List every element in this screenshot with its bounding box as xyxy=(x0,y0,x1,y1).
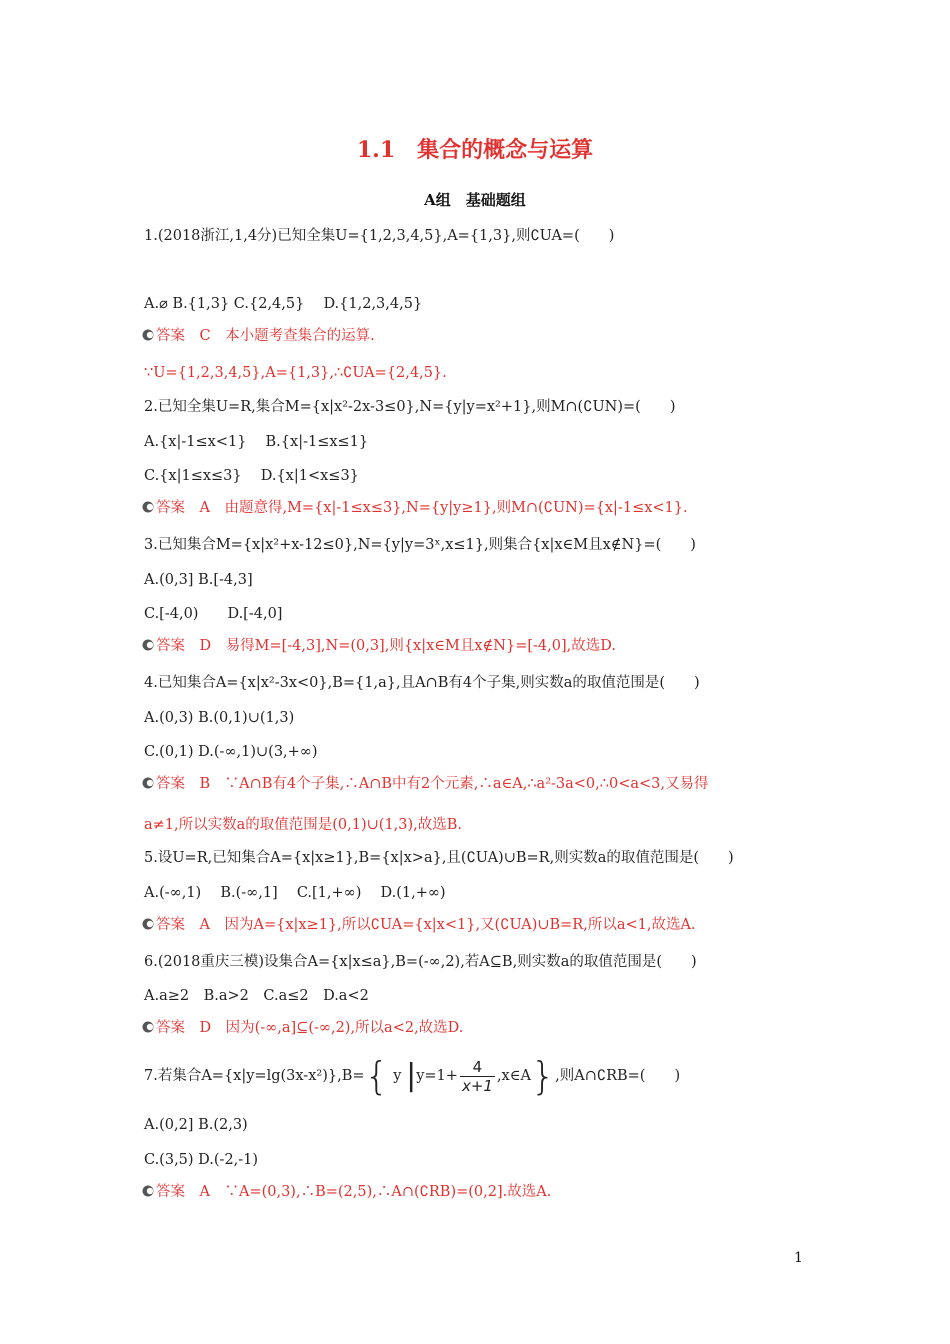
question-3-options-cd: C.[-4,0) D.[-4,0] xyxy=(144,606,283,622)
answer-text: 答案 A 由题意得,M={x|-1≤x≤3},N={y|y≥1},则M∩(∁UN)={x|-1≤x<1}. xyxy=(156,500,688,516)
answer-badge-icon xyxy=(142,916,154,928)
question-5-options: A.(-∞,1) B.(-∞,1] C.[1,+∞) D.(1,+∞) xyxy=(144,885,446,901)
question-5: 5.设U=R,已知集合A={x|x≥1},B={x|x>a},且(∁UA)∪B=R,则实数a的取值范围是( ) xyxy=(144,850,734,866)
fraction-denominator: x+1 xyxy=(461,1076,493,1095)
answer-text: 答案 D 易得M=[-4,3],N=(0,3],则{x|x∈M且x∉N}=[-4,0],故选D. xyxy=(156,638,616,654)
question-2-options-ab: A.{x|-1≤x<1} B.{x|-1≤x≤1} xyxy=(144,434,369,450)
question-4: 4.已知集合A={x|x²-3x<0},B={1,a},且A∩B有4个子集,则实数a的取值范围是( ) xyxy=(144,675,700,691)
fraction-numerator: 4 xyxy=(460,1058,495,1077)
question-1-options: A.⌀ B.{1,3} C.{2,4,5} D.{1,2,3,4,5} xyxy=(144,296,423,312)
answer-badge-icon xyxy=(142,1183,154,1195)
answer-1-detail: ∵U={1,2,3,4,5},A={1,3},∴∁UA={2,4,5}. xyxy=(144,365,447,381)
question-7-suffix: ,则A∩∁RB=( ) xyxy=(555,1068,681,1084)
answer-2 xyxy=(142,498,688,518)
question-7-options-ab: A.(0,2] B.(2,3) xyxy=(144,1117,248,1133)
set-equation-left: y=1+ xyxy=(416,1068,458,1084)
answer-4-detail: a≠1,所以实数a的取值范围是(0,1)∪(1,3),故选B. xyxy=(144,817,463,833)
fraction xyxy=(460,1058,495,1095)
answer-text: 答案 D 因为(-∞,a]⊆(-∞,2),所以a<2,故选D. xyxy=(156,1020,464,1036)
answer-badge-icon xyxy=(142,637,154,649)
answer-4 xyxy=(142,774,709,794)
answer-text: 答案 A ∵A=(0,3),∴B=(2,5),∴A∩(∁RB)=(0,2].故选A. xyxy=(156,1184,552,1200)
answer-badge-icon xyxy=(142,499,154,511)
question-7-prefix: 7.若集合A={x|y=lg(3x-x²)},B= xyxy=(144,1068,365,1084)
question-2-options-cd: C.{x|1≤x≤3} D.{x|1<x≤3} xyxy=(144,468,359,484)
page-number: 1 xyxy=(794,1250,803,1266)
answer-5 xyxy=(142,915,696,935)
answer-badge-icon xyxy=(142,775,154,787)
question-6-options: A.a≥2 B.a>2 C.a≤2 D.a<2 xyxy=(144,988,369,1004)
answer-badge-icon xyxy=(142,1019,154,1031)
question-2: 2.已知全集U=R,集合M={x|x²-2x-3≤0},N={y|y=x²+1},则M∩(∁UN)=( ) xyxy=(144,399,676,415)
question-3: 3.已知集合M={x|x²+x-12≤0},N={y|y=3ˣ,x≤1},则集合{x|x∈M且x∉N}=( ) xyxy=(144,537,696,553)
set-close-brace: } xyxy=(530,1054,556,1098)
answer-badge-icon xyxy=(142,327,154,339)
question-7 xyxy=(144,1054,680,1098)
answer-text: 答案 C 本小题考查集合的运算. xyxy=(156,328,375,344)
answer-3 xyxy=(142,636,616,656)
set-open-brace: { xyxy=(364,1054,389,1098)
set-variable: y xyxy=(393,1068,402,1084)
answer-6 xyxy=(142,1018,463,1038)
set-equation-right: ,x∈A xyxy=(496,1068,531,1084)
page-title: 1.1 集合的概念与运算 xyxy=(356,137,594,163)
set-bar: | xyxy=(406,1058,417,1093)
question-1: 1.(2018浙江,1,4分)已知全集U={1,2,3,4,5},A={1,3},则∁UA=( ) xyxy=(144,228,615,244)
answer-7 xyxy=(142,1182,551,1202)
question-6: 6.(2018重庆三模)设集合A={x|x≤a},B=(-∞,2),若A⊆B,则实数a的取值范围是( ) xyxy=(144,954,697,970)
question-3-options-ab: A.(0,3] B.[-4,3] xyxy=(144,572,253,588)
answer-text: 答案 A 因为A={x|x≥1},所以∁UA={x|x<1},又(∁UA)∪B=R,所以a<1,故选A. xyxy=(156,917,696,933)
answer-text: 答案 B ∵A∩B有4个子集,∴A∩B中有2个元素,∴a∈A,∴a²-3a<0,∴0<a<3,又易得 xyxy=(156,776,709,792)
section-subtitle: A组 基础题组 xyxy=(424,191,526,209)
question-7-options-cd: C.(3,5) D.(-2,-1) xyxy=(144,1152,259,1168)
question-4-options-ab: A.(0,3) B.(0,1)∪(1,3) xyxy=(144,710,295,726)
answer-1 xyxy=(142,326,375,346)
question-4-options-cd: C.(0,1) D.(-∞,1)∪(3,+∞) xyxy=(144,744,318,760)
